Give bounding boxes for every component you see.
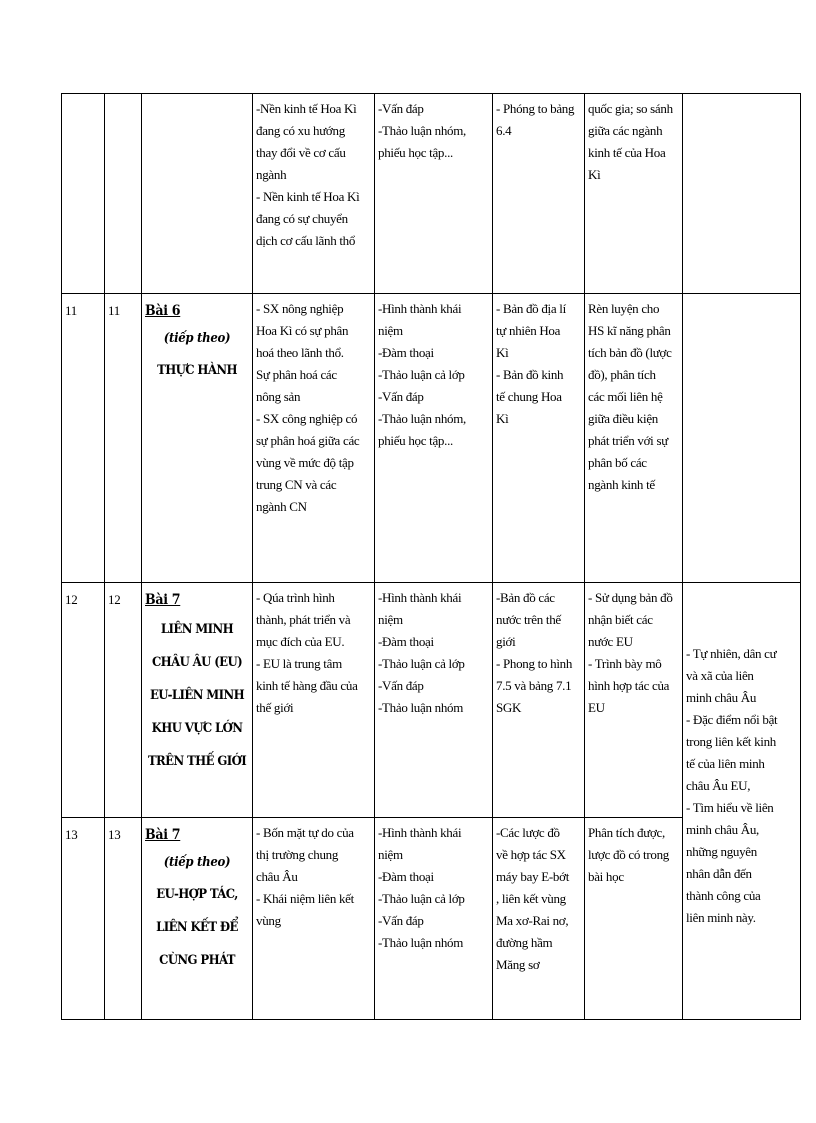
cell-text-line: giữa điều kiện xyxy=(588,411,658,426)
cell-text-line: -Đàm thoại xyxy=(378,869,434,884)
cell-text-line: về hợp tác SX xyxy=(496,847,566,862)
cell-text-line: , liên kết vùng xyxy=(496,891,566,906)
lesson-plan-table xyxy=(61,93,801,1020)
period-cell: 11 xyxy=(105,294,142,583)
cell-text-line: thế giới xyxy=(256,700,294,715)
cell-text-line: trung CN và các xyxy=(256,477,337,492)
cell-text-line: - Khái niệm liên kết xyxy=(256,891,354,906)
cell-text-line: phát triển với sự xyxy=(588,433,668,448)
cell-text-line: lược đồ có trong xyxy=(588,847,669,862)
cell-text-line: sự phân hoá giữa các xyxy=(256,433,360,448)
table-row xyxy=(62,294,801,583)
methods-cell xyxy=(375,583,493,818)
cell-text-line: minh châu Âu xyxy=(686,690,757,705)
cell-text-line: Hoa Kì có sự phân xyxy=(256,323,349,338)
cell-text-line: Sự phân hoá các xyxy=(256,367,337,382)
lesson-title-line: EU-HỢP TÁC, xyxy=(156,887,238,902)
methods-cell xyxy=(375,294,493,583)
lesson-subtitle: (tiếp theo) xyxy=(163,331,231,346)
notes-cell xyxy=(683,94,801,294)
cell-text-line: - Bốn mặt tự do của xyxy=(256,825,354,840)
cell-text-line: thành, phát triển và xyxy=(256,612,351,627)
cell-text-line: - Sử dụng bản đồ xyxy=(588,590,673,605)
lesson-cell xyxy=(142,583,253,818)
cell-text-line: 6.4 xyxy=(496,123,512,138)
skills-cell xyxy=(585,94,683,294)
cell-text-line: kinh tế của Hoa xyxy=(588,145,666,160)
cell-text-line: -Thảo luận cả lớp xyxy=(378,891,465,906)
cell-text-line: HS kĩ năng phân xyxy=(588,323,671,338)
cell-text-line: -Thảo luận cả lớp xyxy=(378,367,465,382)
cell-text-line: tích bản đồ (lược xyxy=(588,345,672,360)
cell-text-line: -Vấn đáp xyxy=(378,678,424,693)
cell-text-line: phiếu học tập... xyxy=(378,145,453,160)
cell-text-line: thành công của xyxy=(686,888,761,903)
cell-text-line: đang có sự chuyển xyxy=(256,211,348,226)
period-cell: 12 xyxy=(105,583,142,818)
cell-text-line: - Tự nhiên, dân cư xyxy=(686,646,777,661)
stt-cell: 13 xyxy=(62,818,105,1020)
methods-cell xyxy=(375,94,493,294)
stt-cell: 12 xyxy=(62,583,105,818)
cell-text-line: -Hình thành khái xyxy=(378,590,462,605)
cell-text-line: - Qúa trình hình xyxy=(256,590,335,605)
cell-text-line: - Tìm hiểu về liên xyxy=(686,800,774,815)
cell-text-line: -Đàm thoại xyxy=(378,345,434,360)
stt-cell: 11 xyxy=(62,294,105,583)
lesson-title-line: CÙNG PHÁT xyxy=(159,953,235,968)
notes-cell xyxy=(683,294,801,583)
cell-text-line: hình hợp tác của xyxy=(588,678,670,693)
cell-text-line: châu Âu xyxy=(256,869,298,884)
cell-text-line: Kì xyxy=(496,411,509,426)
cell-text-line: liên minh này. xyxy=(686,910,756,925)
cell-text-line: - Trình bày mô xyxy=(588,656,662,671)
cell-text-line: -Đàm thoại xyxy=(378,634,434,649)
cell-text-line: giới xyxy=(496,634,516,649)
cell-text-line: - Đặc điểm nổi bật xyxy=(686,712,778,727)
cell-text-line: dịch cơ cấu lãnh thổ xyxy=(256,233,356,248)
cell-text-line: hoá theo lãnh thổ. xyxy=(256,345,344,360)
lesson-title-line: LIÊN MINH xyxy=(160,622,234,637)
lesson-name: Bài 7 xyxy=(145,592,181,608)
cell-text-line: những nguyên xyxy=(686,844,757,859)
lesson-title-line: THỰC HÀNH xyxy=(157,363,237,378)
cell-text-line: tế của liên minh xyxy=(686,756,765,771)
cell-text-line: nước EU xyxy=(588,634,633,649)
objectives-cell xyxy=(683,583,801,1020)
cell-text-line: SGK xyxy=(496,700,522,715)
table-row xyxy=(62,94,801,294)
cell-text-line: quốc gia; so sánh xyxy=(588,101,673,116)
cell-text-line: đang có xu hướng xyxy=(256,123,345,138)
lesson-cell xyxy=(142,94,253,294)
cell-text-line: -Các lược đồ xyxy=(496,825,560,840)
cell-text-line: -Hình thành khái xyxy=(378,825,462,840)
cell-text-line: - Phóng to bảng xyxy=(496,101,575,116)
content-cell xyxy=(253,583,375,818)
cell-text-line: giữa các ngành xyxy=(588,123,663,138)
cell-text-line: tự nhiên Hoa xyxy=(496,323,561,338)
cell-text-line: Kì xyxy=(496,345,509,360)
lesson-name: Bài 7 xyxy=(145,827,181,843)
lesson-title-line: EU-LIÊN MINH xyxy=(149,688,245,703)
content-cell xyxy=(253,818,375,1020)
cell-text-line: niệm xyxy=(378,612,403,627)
cell-text-line: châu Âu EU, xyxy=(686,778,751,793)
skills-cell xyxy=(585,583,683,818)
stt-cell xyxy=(62,94,105,294)
lesson-title-line: KHU VỰC LỚN xyxy=(151,721,243,736)
cell-text-line: EU xyxy=(588,700,605,715)
materials-cell xyxy=(493,583,585,818)
cell-text-line: 7.5 và bảng 7.1 xyxy=(496,678,572,693)
cell-text-line: nhân dẫn đến xyxy=(686,866,752,881)
lesson-cell xyxy=(142,294,253,583)
cell-text-line: nông sản xyxy=(256,389,301,404)
skills-cell xyxy=(585,818,683,1020)
cell-text-line: kinh tế hàng đầu của xyxy=(256,678,358,693)
cell-text-line: bài học xyxy=(588,869,624,884)
cell-text-line: - EU là trung tâm xyxy=(256,656,342,671)
cell-text-line: tế chung Hoa xyxy=(496,389,562,404)
cell-text-line: -Thảo luận nhóm, xyxy=(378,411,466,426)
cell-text-line: ngành kinh tế xyxy=(588,477,655,492)
cell-text-line: -Vấn đáp xyxy=(378,913,424,928)
cell-text-line: trong liên kết kinh xyxy=(686,734,776,749)
cell-text-line: thị trường chung xyxy=(256,847,339,862)
cell-text-line: đường hầm xyxy=(496,935,553,950)
lesson-title-line: CHÂU ÂU (EU) xyxy=(151,655,243,670)
cell-text-line: - SX công nghiệp có xyxy=(256,411,358,426)
cell-text-line: -Bản đồ các xyxy=(496,590,555,605)
cell-text-line: niệm xyxy=(378,323,403,338)
cell-text-line: -Vấn đáp xyxy=(378,389,424,404)
cell-text-line: -Thảo luận nhóm xyxy=(378,700,464,715)
cell-text-line: - Nền kinh tế Hoa Kì xyxy=(256,189,360,204)
cell-text-line: và xã của liên xyxy=(686,668,754,683)
skills-cell xyxy=(585,294,683,583)
cell-text-line: - Bản đồ kinh xyxy=(496,367,564,382)
methods-cell xyxy=(375,818,493,1020)
cell-text-line: các mối liên hệ xyxy=(588,389,663,404)
cell-text-line: vùng xyxy=(256,913,281,928)
table-row xyxy=(62,583,801,818)
cell-text-line: phân bố các xyxy=(588,455,647,470)
cell-text-line: -Thảo luận cả lớp xyxy=(378,656,465,671)
lesson-name: Bài 6 xyxy=(145,303,181,319)
cell-text-line: minh châu Âu, xyxy=(686,822,760,837)
cell-text-line: máy bay E-bớt xyxy=(496,869,570,884)
lesson-title-line: TRÊN THẾ GIỚI xyxy=(147,754,247,769)
materials-cell xyxy=(493,818,585,1020)
cell-text-line: mục đích của EU. xyxy=(256,634,345,649)
content-cell xyxy=(253,294,375,583)
cell-text-line: Kì xyxy=(588,167,601,182)
cell-text-line: Rèn luyện cho xyxy=(588,301,660,316)
period-cell xyxy=(105,94,142,294)
cell-text-line: vùng về mức độ tập xyxy=(256,455,354,470)
content-cell xyxy=(253,94,375,294)
cell-text-line: -Hình thành khái xyxy=(378,301,462,316)
cell-text-line: - SX nông nghiệp xyxy=(256,301,344,316)
cell-text-line: đồ), phân tích xyxy=(588,367,656,382)
lesson-title-line: LIÊN KẾT ĐỂ xyxy=(156,920,238,935)
lesson-cell xyxy=(142,818,253,1020)
cell-text-line: nhận biết các xyxy=(588,612,653,627)
cell-text-line: ngành xyxy=(256,167,287,182)
cell-text-line: nước trên thế xyxy=(496,612,561,627)
cell-text-line: Măng sơ xyxy=(496,957,540,972)
cell-text-line: Ma xơ-Rai nơ, xyxy=(496,913,569,928)
cell-text-line: -Thảo luận nhóm, xyxy=(378,123,466,138)
cell-text-line: -Nền kinh tế Hoa Kì xyxy=(256,101,357,116)
cell-text-line: Phân tích được, xyxy=(588,825,665,840)
cell-text-line: - Bản đồ địa lí xyxy=(496,301,566,316)
lesson-subtitle: (tiếp theo) xyxy=(163,855,231,870)
period-cell: 13 xyxy=(105,818,142,1020)
materials-cell xyxy=(493,294,585,583)
cell-text-line: - Phong to hình xyxy=(496,656,573,671)
cell-text-line: -Vấn đáp xyxy=(378,101,424,116)
cell-text-line: ngành CN xyxy=(256,499,307,514)
materials-cell xyxy=(493,94,585,294)
cell-text-line: phiếu học tập... xyxy=(378,433,453,448)
cell-text-line: thay đổi về cơ cấu xyxy=(256,145,346,160)
cell-text-line: niệm xyxy=(378,847,403,862)
cell-text-line: -Thảo luận nhóm xyxy=(378,935,464,950)
